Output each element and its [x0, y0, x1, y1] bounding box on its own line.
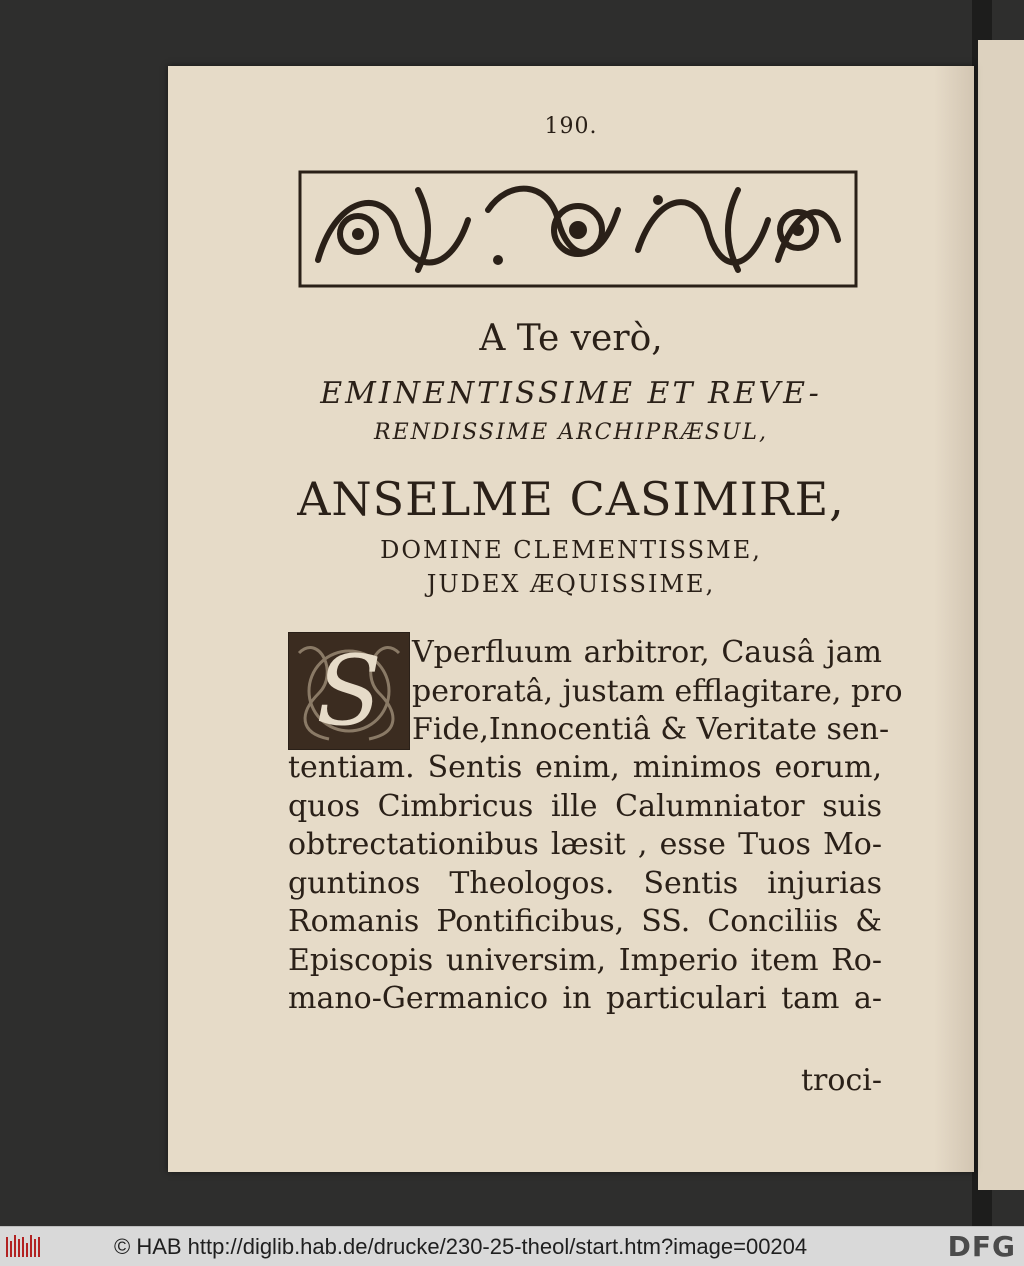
heading-line-4: ANSELME CASIMIRE,: [297, 472, 845, 526]
paragraph-indented: [412, 634, 903, 750]
catchword: troci-: [801, 1063, 882, 1098]
text-line: obtrectationibus læsit , esse Tuos Mo-: [288, 827, 882, 862]
facing-page-edge: [978, 40, 1024, 1190]
text-line: tentiam. Sentis enim, minimos eorum,: [288, 750, 882, 785]
heading-line-5: DOMINE CLEMENTISSME,: [380, 536, 762, 564]
heading-line-3: RENDISSIME ARCHIPRÆSUL,: [374, 420, 768, 445]
heading-line-1: A Te verò,: [479, 318, 663, 359]
dfg-logo: DFG: [947, 1230, 1016, 1263]
text-line: quos Cimbricus ille Calumniator suis: [288, 788, 882, 824]
text-line: mano-Germanico in particulari tam a-: [288, 981, 882, 1016]
text-line: Episcopis universim, Imperio item Ro-: [288, 942, 882, 978]
footer-bar: [0, 1226, 1024, 1266]
text-line: Fide,Innocentiâ & Veritate sen-: [412, 712, 890, 747]
text-line: guntinos Theologos. Sentis injurias: [288, 865, 882, 901]
text-line: Romanis Pontificibus, SS. Conciliis &: [288, 904, 882, 939]
page-number: 190.: [544, 114, 598, 139]
initial-letter: S: [316, 635, 382, 747]
book-page: [168, 66, 974, 1172]
heading-line-2: EMINENTISSIME ET REVE-: [320, 376, 822, 411]
decorated-initial: [288, 632, 410, 750]
heading-line-6: JUDEX ÆQUISSIME,: [426, 570, 716, 598]
paragraph-body: [288, 749, 882, 1019]
ornament-headpiece: [298, 170, 858, 288]
text-line: peroratâ, justam efflagitare, pro: [412, 673, 903, 709]
copyright-url[interactable]: © HAB http://diglib.hab.de/drucke/230-25-theol/start.htm?image=00204: [114, 1233, 808, 1259]
hab-barcode-icon: [4, 1233, 44, 1261]
text-line: Vperfluum arbitror, Causâ jam: [412, 635, 882, 670]
